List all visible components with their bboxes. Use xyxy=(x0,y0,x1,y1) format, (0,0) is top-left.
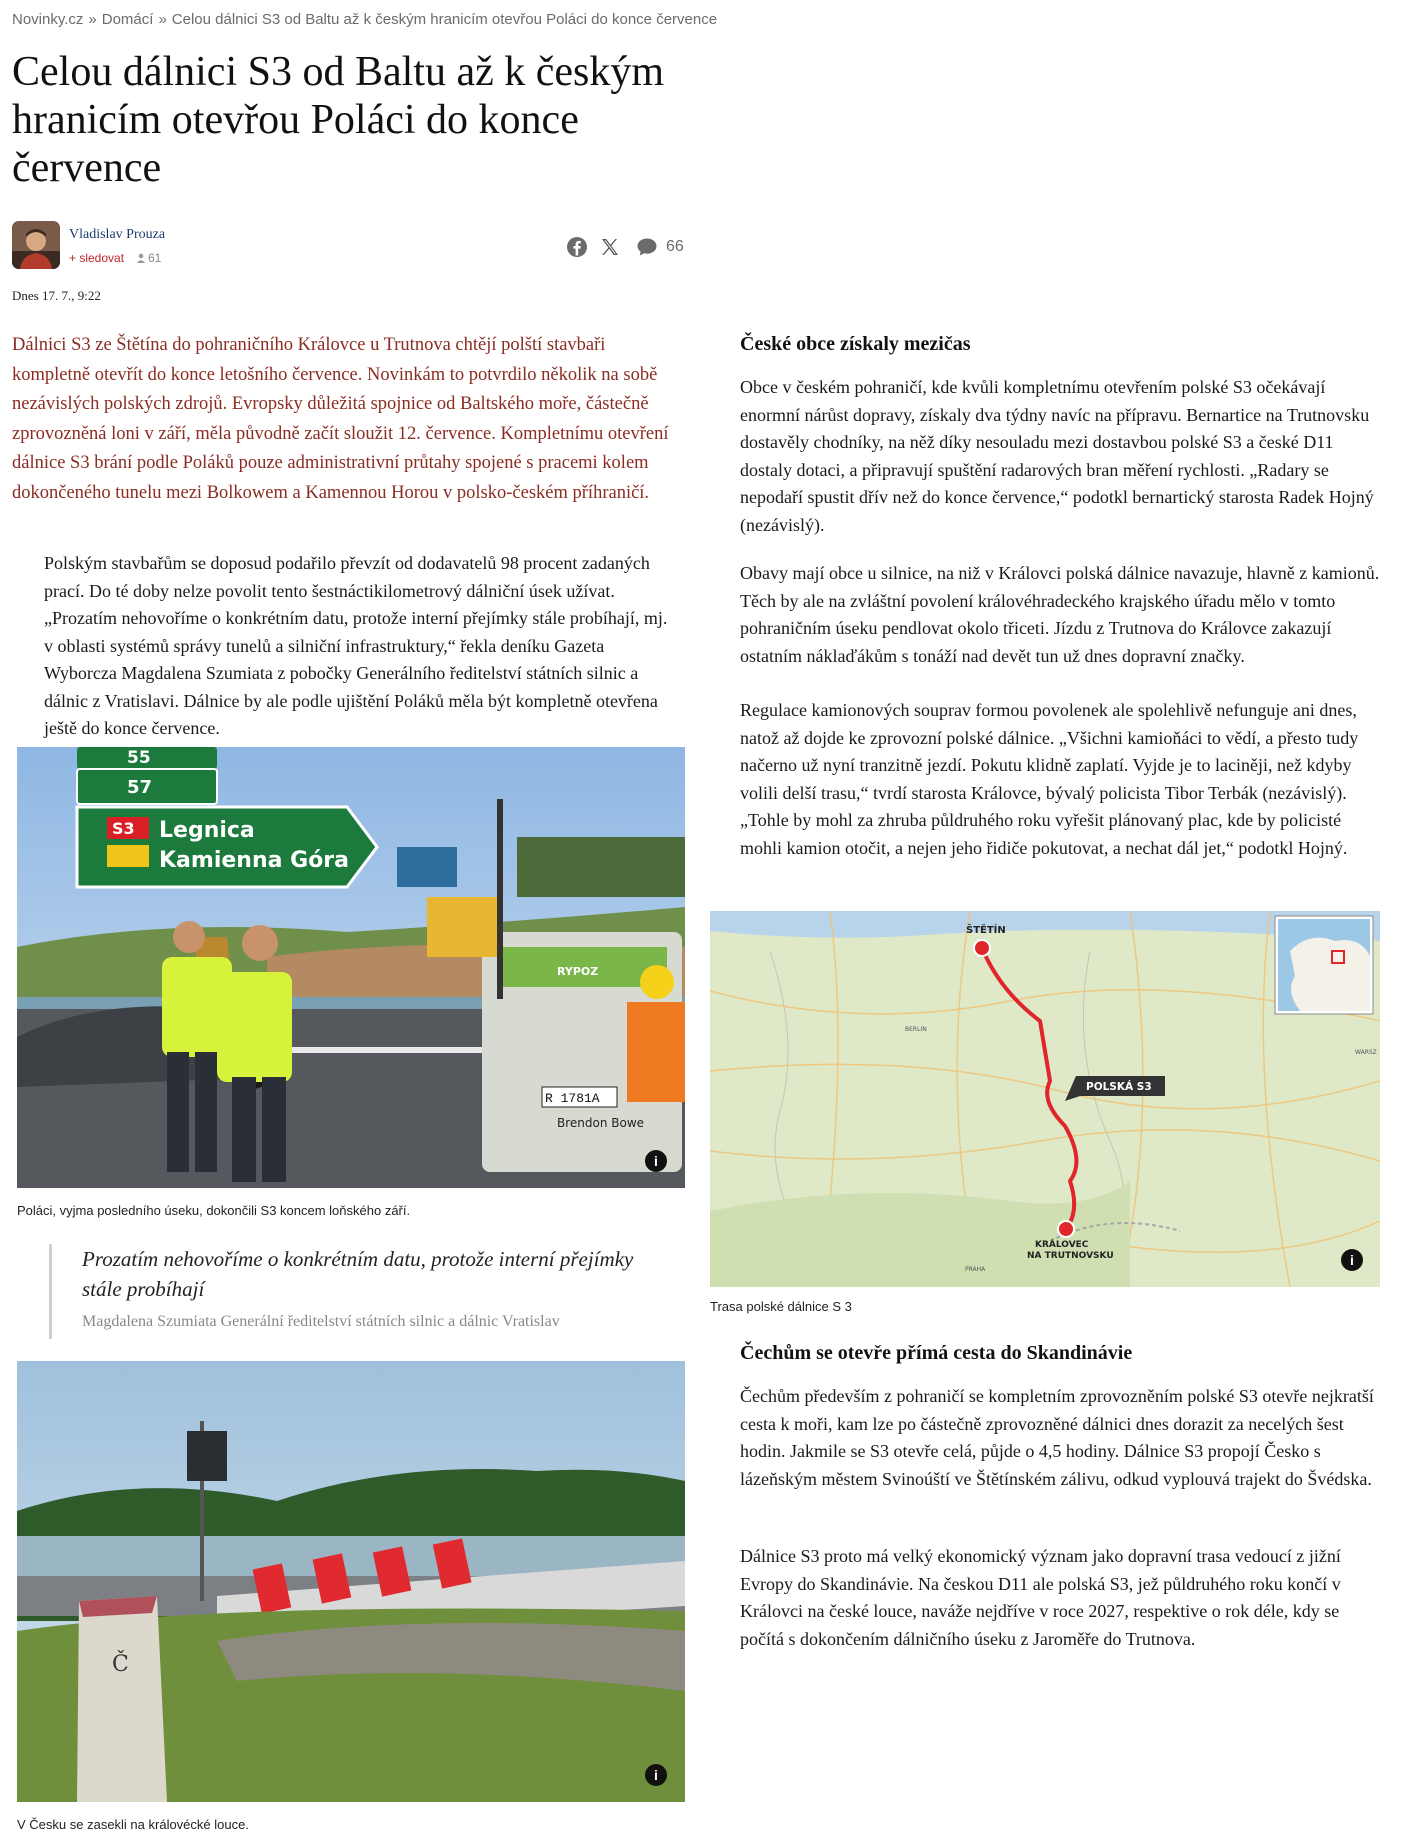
section-heading: Čechům se otevře přímá cesta do Skandinávie xyxy=(740,1342,1133,1364)
breadcrumb xyxy=(12,11,717,28)
comments-button[interactable] xyxy=(636,236,684,258)
route-map-image[interactable] xyxy=(710,911,1380,1287)
article-image-highway-sign[interactable] xyxy=(17,747,685,1188)
image-caption: Trasa polské dálnice S 3 xyxy=(710,1299,852,1314)
image-info-button[interactable]: i xyxy=(645,1764,667,1786)
image-caption: Poláci, vyjma posledního úseku, dokončili S3 koncem loňského září. xyxy=(17,1203,411,1218)
quote-source: Magdalena Szumiata Generální ředitelství státních silnic a dálnic Vratislav xyxy=(82,1313,560,1330)
svg-text:RYPOZ: RYPOZ xyxy=(557,965,599,978)
sign-destination-1: Legnica xyxy=(159,818,255,843)
article-image-border-stone[interactable] xyxy=(17,1361,685,1802)
article-paragraph: Čechům především z pohraničí se kompletním zprovozněním polské S3 otevře nejkratší cesta k moři, kam lze po částečně zprovozněné dálnici dnes dorazit za necelých šest hodin. Jakmile se S3 otevře celá, půjde o 4,5 hodiny. Dálnice S3 propojí Česko s lázeňským městem Svinoúští ve Štětínském zálivu, odkud vyplouvá trajekt do Švédska. xyxy=(740,1386,1374,1489)
article-title: Celou dálnici S3 od Baltu až k českým hranicím otevřou Poláci do konce července xyxy=(12,49,665,191)
article-paragraph: Obavy mají obce u silnice, na niž v Královci polská dálnice navazuje, hlavně z kamionů. Těch by ale na zvláštní povolení královéhradeckého krajského úřadu mělo v tomto pohraničním úseku pendlovat okolo třiceti. Jízdu z Trutnova do Královce zakazují ostatním náklaďákům s tonáží nad devět tun už dnes dopravní značky. xyxy=(740,563,1380,666)
highway-sign-photo xyxy=(17,747,685,1188)
map-label-warsaw: WARSZ xyxy=(1355,1049,1377,1056)
map-label-end-2: NA TRUTNOVSKU xyxy=(1027,1251,1114,1261)
van-plate-text: R 1781A xyxy=(545,1091,600,1106)
article-paragraph: Regulace kamionových souprav formou povolenek ale spolehlivě nefunguje ani dnes, natož až dojde ke zprovozní polské dálnice. „Všichni kamioňáci to vědí, a přesto tudy načerno už nyní tranzitně jezdí. Pokutu klidně zaplatí. Vyjde je to laciněji, než kdyby volili delší trasu,“ tvrdí starosta Královce, bývalý policista Tibor Terbák (nezávislý). „Tohle by mohl za zhruba půldruhého roku vyřešit plánovaný plac, kde by policisté mohli kamion otočit, a nejen jeho řidiče pokutovat, a nechat dál jet,“ podotkl Hojný. xyxy=(740,700,1359,858)
comment-bubble-icon xyxy=(636,237,658,257)
article-paragraph: Dálnice S3 proto má velký ekonomický význam jako dopravní trasa vedoucí z jižní Evropy do Skandinávie. Na českou D11 ale polská S3, jež půldruhého roku končí v Královci na české louce, naváže nejdříve v roce 2027, respektive o rok déle, kdy se počítá s dokončením dálničního úseku z Jaroměře do Trutnova. xyxy=(740,1546,1341,1649)
person-icon xyxy=(136,253,146,263)
comments-count: 66 xyxy=(666,238,684,255)
x-share-icon[interactable] xyxy=(600,237,620,257)
follow-author-button[interactable]: + sledovat xyxy=(69,251,125,265)
breadcrumb-home-link[interactable]: Novinky.cz xyxy=(12,11,84,28)
breadcrumb-separator: » xyxy=(88,11,97,28)
author-name-link[interactable]: Vladislav Prouza xyxy=(69,227,166,242)
facebook-share-icon[interactable] xyxy=(566,236,588,258)
stone-letter: Č xyxy=(112,1652,129,1677)
van-side-text: Brendon Bowe xyxy=(557,1116,645,1130)
map-label-praha: PRAHA xyxy=(965,1266,986,1273)
image-caption: V Česku se zasekli na královécké louce. xyxy=(17,1817,249,1832)
section-heading: České obce získaly mezičas xyxy=(740,333,971,355)
map-label-end-1: KRÁLOVEC xyxy=(1035,1240,1089,1250)
sign-mid-number: 57 xyxy=(127,777,153,798)
map-label-start: ŠTĚTÍN xyxy=(966,925,1006,936)
quote-bar xyxy=(49,1244,52,1339)
article-perex: Dálnici S3 ze Štětína do pohraničního Královce u Trutnova chtějí polští stavbaři kompletně otevřít do konce letošního července. Novinkám to potvrdilo několik na sobě nezávislých polských zdrojů. Evropsky důležitá spojnice od Baltského moře, částečně zprovozněná loni v září, měla původně začít sloužit 12. července. Kompletnímu otevření dálnice S3 brání podle Poláků pouze administrativní průtahy spojené s pracemi kolem dokončeného tunelu mezi Bolkowem a Kamennou Horou v polsko-českém příhraničí. xyxy=(12,335,669,503)
breadcrumb-separator: » xyxy=(158,11,167,28)
author-avatar[interactable] xyxy=(12,221,60,269)
followers-count: 61 xyxy=(148,251,162,265)
sign-top-number: 55 xyxy=(127,748,151,768)
image-info-button[interactable]: i xyxy=(1341,1249,1363,1271)
author-followers xyxy=(136,251,161,265)
article-date: Dnes 17. 7., 9:22 xyxy=(12,288,101,303)
article-paragraph: Obce v českém pohraničí, kde kvůli kompletnímu otevřením polské S3 očekávají enormní nárůst dopravy, získaly dva týdny navíc na přípravu. Bernartice na Trutnovsku dostavěly chodníky, na něž díky nesouladu mezi dostavbou polské S3 a české D11 dostaly dotaci, a připravují spuštění radarových bran měření rychlosti. „Radary se nepodaří spustit dřív než do konce července,“ podotkl bernartický starosta Radek Hojný (nezávislý). xyxy=(740,377,1374,535)
map-label-berlin: BERLIN xyxy=(905,1026,927,1033)
image-info-button[interactable]: i xyxy=(645,1150,667,1172)
article-paragraph: Polským stavbařům se doposud podařilo převzít od dodavatelů 98 procent zadaných prací. Do té doby nelze povolit tento šestnáctikilometrový dálniční úsek užívat. „Prozatím nehovoříme o konkrétním datu, protože interní přejímky stále probíhají, mj. v oblasti systémů správy tunelů a silniční infrastruktury,“ řekla deníku Gazeta Wyborcza Magdalena Szumiata z pobočky Generálního ředitelství státních silnic a dálnic z Vratislavi. Dálnice by ale podle ujištění Poláků měla být kompletně otevřena ještě do konce července. xyxy=(44,553,668,738)
route-map xyxy=(710,911,1380,1287)
avatar-photo xyxy=(12,221,60,269)
breadcrumb-section-link[interactable]: Domácí xyxy=(101,11,154,28)
map-label-route: POLSKÁ S3 xyxy=(1086,1081,1152,1093)
sign-destination-2: Kamienna Góra xyxy=(159,848,349,873)
sign-route-label: S3 xyxy=(112,819,135,838)
breadcrumb-current: Celou dálnici S3 od Baltu až k českým hranicím otevřou Poláci do konce července xyxy=(171,11,718,28)
pull-quote: Prozatím nehovoříme o konkrétním datu, protože interní přejímky stále probíhají xyxy=(82,1247,634,1301)
border-stone-photo xyxy=(17,1361,685,1802)
